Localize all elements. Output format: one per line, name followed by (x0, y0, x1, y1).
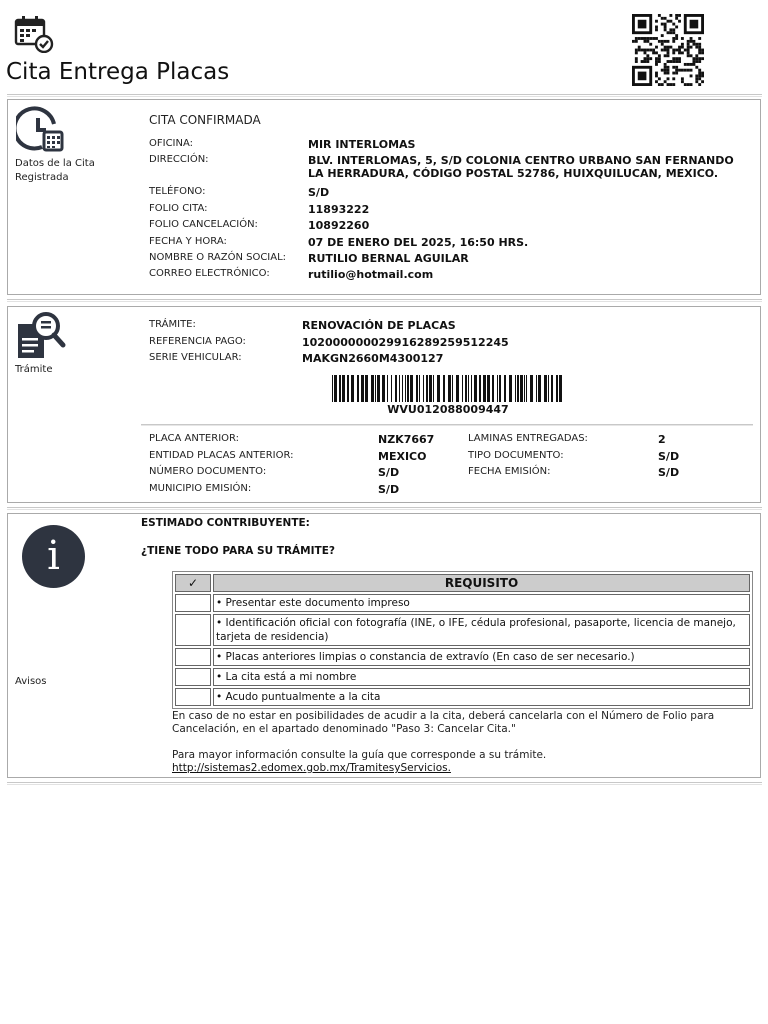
table-row (175, 688, 750, 706)
tramites-link[interactable]: http://sistemas2.edomex.gob.mx/TramitesyServicios. (172, 762, 451, 774)
check-header: ✓ (175, 574, 211, 592)
req-item: • La cita está a mi nombre (213, 668, 750, 686)
info-glyph: i (47, 533, 60, 579)
check-cell[interactable] (175, 688, 211, 706)
entidad-value: MEXICO (378, 450, 427, 463)
fecha-emision-value: S/D (658, 466, 680, 479)
greeting: ESTIMADO CONTRIBUYENTE: (141, 517, 310, 529)
cita-side-label: Datos de la Cita Registrada (15, 158, 95, 183)
tipo-documento-label: TIPO DOCUMENTO: (468, 450, 564, 461)
nombre-label: NOMBRE O RAZÓN SOCIAL: (149, 252, 287, 263)
req-item: • Placas anteriores limpias o constancia de extravío (En caso de ser necesario.) (213, 648, 750, 666)
serie-label: SERIE VEHICULAR: (149, 352, 242, 363)
correo-label: CORREO ELECTRÓNICO: (149, 268, 270, 279)
fecha-hora-value: 07 DE ENERO DEL 2025, 16:50 HRS. (308, 236, 529, 249)
question: ¿TIENE TODO PARA SU TRÁMITE? (141, 545, 335, 557)
check-cell[interactable] (175, 594, 211, 612)
table-row (175, 614, 750, 646)
correo-value: rutilio@hotmail.com (308, 268, 434, 281)
page-title: Cita Entrega Placas (6, 59, 230, 85)
clock-calendar-icon (16, 106, 64, 154)
placa-anterior-value: NZK7667 (378, 433, 435, 446)
folio-cancelacion-label: FOLIO CANCELACIÓN: (149, 219, 258, 230)
cancel-note: En caso de no estar en posibilidades de acudir a la cita, deberá cancelarla con el Número de Folio para Cancelación, en el apartado denominado "Paso 3: Cancelar Cita." (172, 710, 715, 735)
nombre-value: RUTILIO BERNAL AGUILAR (308, 252, 469, 265)
telefono-value: S/D (308, 186, 330, 199)
placa-anterior-label: PLACA ANTERIOR: (149, 433, 240, 444)
numero-documento-value: S/D (378, 466, 400, 479)
laminas-value: 2 (658, 433, 666, 446)
req-item: • Identificación oficial con fotografía (INE, o IFE, cédula profesional, pasaporte, licencia de manejo, tarjeta de residencia) (213, 614, 750, 646)
tramite-value: RENOVACIÓN DE PLACAS (302, 319, 456, 332)
check-cell[interactable] (175, 614, 211, 646)
cita-heading: CITA CONFIRMADA (149, 113, 261, 127)
fecha-hora-label: FECHA Y HORA: (149, 236, 227, 247)
direccion-label: DIRECCIÓN: (149, 154, 209, 165)
tramite-label: TRÁMITE: (149, 319, 196, 330)
numero-documento-label: NÚMERO DOCUMENTO: (149, 466, 267, 477)
check-cell[interactable] (175, 668, 211, 686)
oficina-label: OFICINA: (149, 138, 194, 149)
req-header: REQUISITO (213, 574, 750, 592)
direccion-value: BLV. INTERLOMAS, 5, S/D COLONIA CENTRO URBANO SAN FERNANDO LA HERRADURA, CÓDIGO POSTAL 52786, HUIXQUILUCAN, MEXICO. (308, 154, 734, 180)
check-cell[interactable] (175, 648, 211, 666)
qr-code-icon (632, 14, 704, 86)
entidad-label: ENTIDAD PLACAS ANTERIOR: (149, 450, 294, 461)
table-row (175, 648, 750, 666)
telefono-label: TELÉFONO: (149, 186, 206, 197)
info-note: Para mayor información consulte la guía que corresponde a su trámite. (172, 749, 547, 761)
barcode-text: WVU012088009447 (387, 403, 509, 416)
laminas-label: LAMINAS ENTREGADAS: (468, 433, 588, 444)
table-row (175, 668, 750, 686)
municipio-value: S/D (378, 483, 400, 496)
tipo-documento-value: S/D (658, 450, 680, 463)
serie-value: MAKGN2660M4300127 (302, 352, 444, 365)
folio-cita-label: FOLIO CITA: (149, 203, 208, 214)
referencia-value: 102000000029916289259512245 (302, 336, 509, 349)
folio-cancelacion-value: 10892260 (308, 219, 370, 232)
req-item: • Acudo puntualmente a la cita (213, 688, 750, 706)
document-search-icon (16, 310, 66, 360)
avisos-side-label: Avisos (15, 676, 47, 687)
barcode-icon (332, 375, 564, 402)
oficina-value: MIR INTERLOMAS (308, 138, 416, 151)
cita-section (7, 99, 761, 295)
tramite-side-label: Trámite (15, 364, 53, 375)
fecha-emision-label: FECHA EMISIÓN: (468, 466, 551, 477)
folio-cita-value: 11893222 (308, 203, 370, 216)
table-row (175, 594, 750, 612)
requisitos-table (172, 571, 753, 709)
municipio-label: MUNICIPIO EMISIÓN: (149, 483, 252, 494)
calendar-check-icon (14, 15, 54, 53)
referencia-label: REFERENCIA PAGO: (149, 336, 246, 347)
req-item: • Presentar este documento impreso (213, 594, 750, 612)
info-icon (22, 525, 85, 588)
